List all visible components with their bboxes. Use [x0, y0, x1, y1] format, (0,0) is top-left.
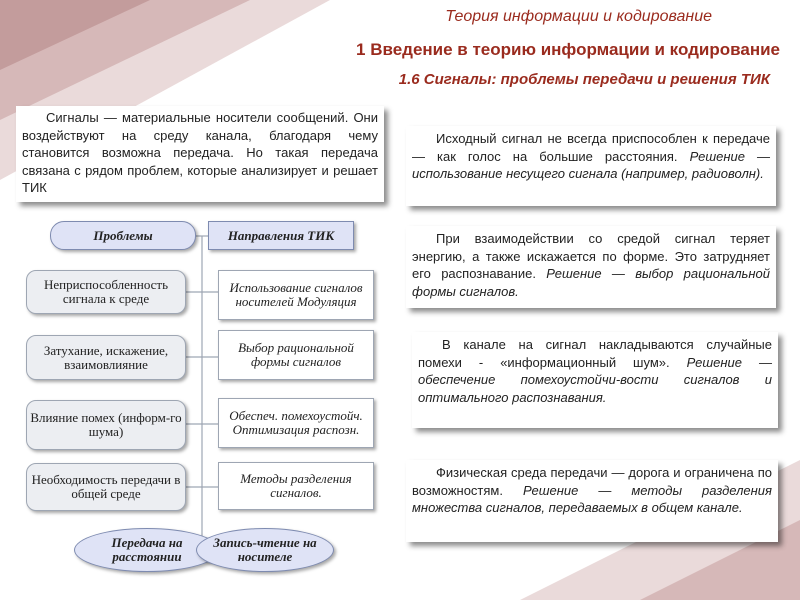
direction-node-2: Выбор рациональной формы сигналов: [218, 330, 374, 380]
problem-node-3: Влияние помех (информ-го шума): [26, 400, 186, 450]
intro-text: Сигналы — материальные носители сообщений. Они воздействуют на среду канала, благодаря чему становится возможна передача. Но такая передача связана с рядом проблем, которые анализирует и решает ТИК: [22, 110, 378, 195]
note-3-solution: Решение — обеспечение помехоустойчи-вости сигналов и оптимального распознавания.: [418, 354, 772, 405]
problem-node-4: Необходимость передачи в общей среде: [26, 463, 186, 511]
problems-header: Проблемы: [50, 221, 196, 250]
note-box-2: [406, 226, 776, 308]
note-box-3: [412, 332, 778, 428]
direction-node-1: Использование сигналов носителей Модуляция: [218, 270, 374, 320]
note-4-solution: Решение — методы разделения множества сигналов, передаваемых в общем канале.: [412, 482, 772, 515]
note-box-4: [406, 460, 778, 542]
note-1-solution: Решение — использование несущего сигнала (например, радиоволн).: [412, 148, 770, 181]
note-2-solution: Решение — выбор рациональной формы сигналов.: [412, 266, 770, 299]
ellipse-storage: Запись-чтение на носителе: [196, 528, 334, 572]
directions-header: Направления ТИК: [208, 221, 354, 250]
problem-node-1: Неприспособленность сигнала к среде: [26, 270, 186, 314]
direction-node-3: Обеспеч. помехоустойч. Оптимизация распозн.: [218, 398, 374, 448]
note-2-text: При взаимодействии со средой сигнал теряет энергию, а также искажается по форме. Это затрудняет его распознавание.: [412, 231, 770, 281]
note-4-text: Физическая среда передачи — дорога и ограничена по возможностям.: [412, 465, 772, 498]
ellipse-transmission: Передача на расстоянии: [74, 528, 220, 572]
subject-title: Теория информации и кодирование: [445, 8, 712, 25]
problem-node-2: Затухание, искажение, взаимовлияние: [26, 335, 186, 380]
note-box-1: [406, 126, 776, 206]
section-title: 1.6 Сигналы: проблемы передачи и решения ТИК: [398, 71, 770, 88]
chapter-title: 1 Введение в теорию информации и кодирование: [356, 40, 780, 59]
note-1-text: Исходный сигнал не всегда приспособлен к передаче — как голос на большие расстояния.: [412, 131, 770, 164]
intro-textbox: [16, 106, 384, 202]
note-3-text: В канале на сигнал накладываются случайные помехи - «информационный шум».: [418, 337, 772, 370]
direction-node-4: Методы разделения сигналов.: [218, 462, 374, 510]
